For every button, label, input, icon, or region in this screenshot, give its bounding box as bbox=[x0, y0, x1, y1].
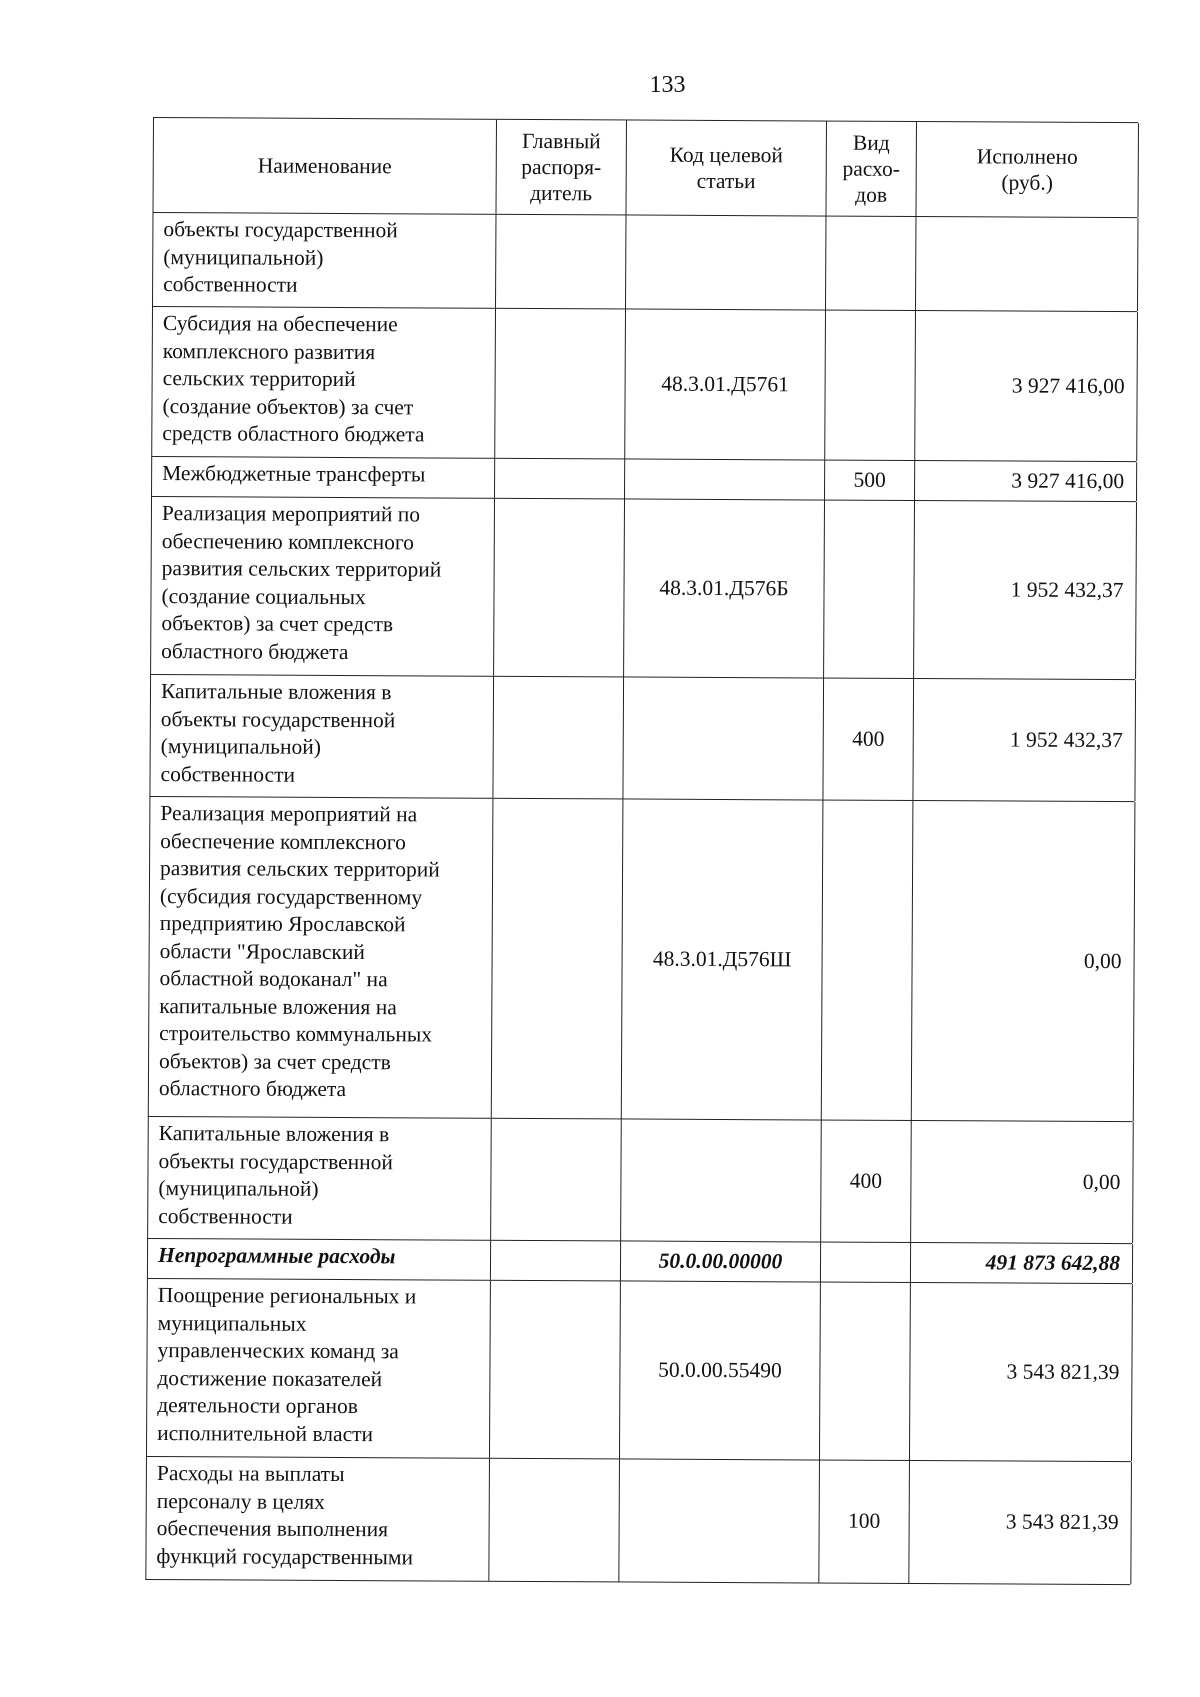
row-code: 48.3.01.Д5761 bbox=[625, 309, 826, 459]
table-row bbox=[152, 212, 1137, 311]
header-executed-amount: Исполнено (руб.) bbox=[916, 122, 1138, 217]
row-amount: 491 873 642,88 bbox=[911, 1243, 1133, 1283]
row-amount: 3 927 416,00 bbox=[915, 311, 1138, 461]
budget-table bbox=[145, 117, 1138, 1585]
row-code: 48.3.01.Д576Ш bbox=[622, 799, 824, 1119]
row-code bbox=[619, 1459, 820, 1582]
row-name: Поощрение региональных и муниципальных управленческих команд за достижение показателей деятельности органов исполнительной власти bbox=[147, 1279, 491, 1458]
row-amount bbox=[916, 217, 1138, 311]
row-administrator bbox=[495, 309, 626, 459]
table-row bbox=[151, 456, 1136, 501]
table-row bbox=[145, 1456, 1131, 1585]
row-code bbox=[626, 215, 826, 309]
row-administrator bbox=[496, 215, 626, 309]
row-code bbox=[625, 459, 825, 499]
row-code: 50.0.00.55490 bbox=[620, 1281, 821, 1459]
row-administrator bbox=[491, 1119, 622, 1241]
row-name: Субсидия на обеспечение комплексного развития сельских территорий (создание объектов) за счет средств областного бюджета bbox=[152, 307, 496, 458]
header-name: Наименование bbox=[154, 118, 497, 214]
row-expense-type: 100 bbox=[819, 1461, 910, 1583]
row-name: Капитальные вложения в объекты государственной (муниципальной) собственности bbox=[148, 1117, 492, 1240]
header-main-administrator: Главный распоря- дитель bbox=[496, 120, 626, 215]
row-expense-type bbox=[826, 217, 916, 310]
row-expense-type bbox=[825, 311, 916, 460]
row-amount: 0,00 bbox=[912, 801, 1136, 1121]
row-administrator bbox=[494, 499, 625, 677]
table-row bbox=[146, 1278, 1132, 1461]
row-expense-type bbox=[822, 801, 914, 1120]
row-expense-type bbox=[824, 501, 915, 678]
row-code bbox=[621, 1119, 822, 1241]
row-amount: 3 927 416,00 bbox=[915, 461, 1137, 501]
row-expense-type bbox=[821, 1243, 911, 1282]
row-name: объекты государственной (муниципальной) собственности bbox=[153, 213, 496, 308]
row-name: Расходы на выплаты персоналу в целях обеспечения выполнения функций государственными bbox=[146, 1457, 490, 1581]
row-code bbox=[623, 677, 824, 799]
row-name: Реализация мероприятий на обеспечение комплексного развития сельских территорий (субсидия государственному предприятию Ярославской области "Ярославский областной водоканал" на капитальные вложения на строительство коммунальных объектов) за счет средств областного бюджета bbox=[149, 797, 494, 1118]
row-name: Реализация мероприятий по обеспечению комплексного развития сельских территорий (создание социальных объектов) за счет средств областного бюджета bbox=[151, 497, 495, 676]
row-expense-type: 400 bbox=[821, 1121, 912, 1242]
row-name: Межбюджетные трансферты bbox=[152, 457, 495, 498]
row-amount: 1 952 432,37 bbox=[913, 679, 1136, 801]
row-administrator bbox=[489, 1459, 620, 1582]
table-header-row bbox=[153, 117, 1138, 217]
page-number: 133 bbox=[649, 72, 686, 98]
row-amount: 0,00 bbox=[911, 1121, 1134, 1243]
row-amount: 3 543 821,39 bbox=[909, 1461, 1132, 1584]
row-administrator bbox=[495, 459, 625, 499]
table-row bbox=[150, 496, 1136, 679]
table-row bbox=[149, 674, 1135, 801]
row-expense-type: 400 bbox=[823, 679, 914, 800]
row-amount: 3 543 821,39 bbox=[910, 1283, 1133, 1461]
row-code: 50.0.00.00000 bbox=[621, 1241, 821, 1281]
table-row bbox=[151, 306, 1137, 461]
row-administrator bbox=[491, 1241, 621, 1281]
row-code: 48.3.01.Д576Б bbox=[624, 499, 825, 677]
header-expense-type: Вид расхо- дов bbox=[826, 122, 916, 216]
row-name: Капитальные вложения в объекты государственной (муниципальной) собственности bbox=[150, 675, 494, 798]
row-expense-type: 500 bbox=[825, 461, 915, 500]
table-row bbox=[148, 796, 1135, 1121]
row-administrator bbox=[492, 799, 624, 1119]
row-name: Непрограммные расходы bbox=[148, 1239, 491, 1280]
table-row bbox=[147, 1116, 1133, 1243]
row-administrator bbox=[490, 1281, 621, 1459]
row-administrator bbox=[493, 677, 624, 799]
row-amount: 1 952 432,37 bbox=[914, 501, 1137, 679]
row-expense-type bbox=[820, 1283, 911, 1460]
header-target-code: Код целевой статьи bbox=[626, 120, 826, 215]
table-row-section-total bbox=[147, 1238, 1132, 1283]
